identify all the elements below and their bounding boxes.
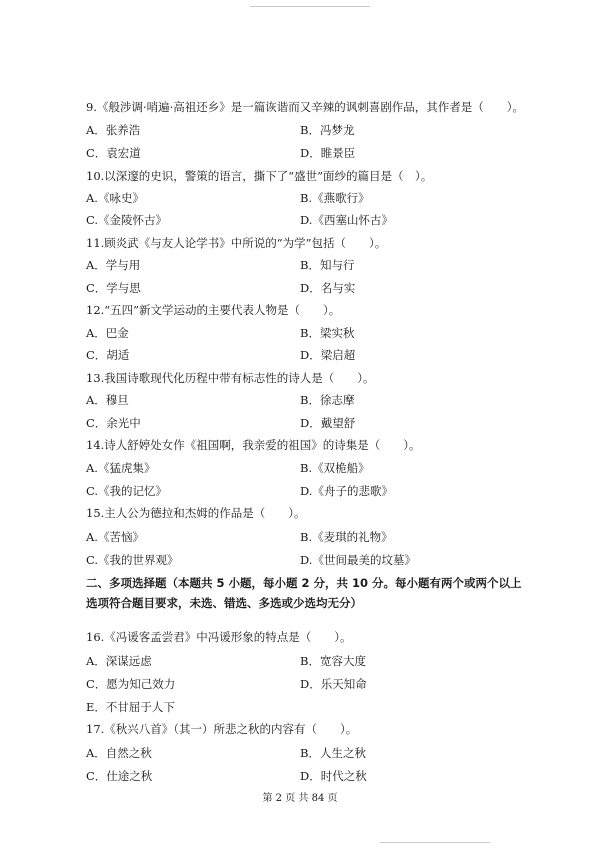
question-stem: 以深邃的史识，警策的语言，撕下了“盛世”面纱的篇目是（ ）。 bbox=[104, 169, 433, 183]
option-d: D．戴望舒 bbox=[300, 416, 356, 430]
option-b: B．梁实秋 bbox=[300, 326, 355, 340]
option-c: C．学与思 bbox=[86, 281, 141, 295]
option-b: B.《麦琪的礼物》 bbox=[300, 530, 393, 544]
option-e: E．不甘屈于人下 bbox=[86, 700, 175, 714]
question-number: 11. bbox=[86, 236, 105, 250]
question-stem: 我国诗歌现代化历程中带有标志性的诗人是（ ）。 bbox=[104, 371, 375, 385]
question-15 bbox=[86, 506, 306, 520]
option-b: B．冯梦龙 bbox=[300, 123, 355, 137]
option-a: A.《猛虎集》 bbox=[86, 461, 156, 475]
option-c: C．余光中 bbox=[86, 416, 141, 430]
option-b: B.《燕歌行》 bbox=[300, 191, 370, 205]
question-11 bbox=[86, 236, 386, 250]
question-12 bbox=[86, 303, 340, 317]
question-stem: 主人公为德拉和杰姆的作品是（ ）。 bbox=[104, 506, 306, 520]
option-c: C．仕途之秋 bbox=[86, 769, 153, 783]
option-b: B．徐志摩 bbox=[300, 393, 355, 407]
option-b: B．人生之秋 bbox=[300, 746, 366, 760]
question-stem: 顾炎武《与友人论学书》中所说的“为学”包括（ ）。 bbox=[104, 236, 387, 250]
question-14 bbox=[86, 438, 421, 452]
option-a: A．穆旦 bbox=[86, 393, 129, 407]
question-number: 10. bbox=[86, 169, 105, 183]
question-number: 14. bbox=[86, 438, 105, 452]
scan-artifact-top bbox=[250, 6, 370, 7]
question-number: 13. bbox=[86, 371, 105, 385]
question-number: 15. bbox=[86, 506, 105, 520]
question-number: 17. bbox=[86, 722, 105, 736]
question-number: 12. bbox=[86, 303, 105, 317]
question-stem: 《冯谖客孟尝君》中冯谖形象的特点是（ ）。 bbox=[104, 630, 352, 644]
section-heading-multiple-choice: 二、多项选择题（本题共 5 小题，每小题 2 分，共 10 分。每小题有两个或两个以上选项符合题目要求，未选、错选、多选或少选均无分） bbox=[86, 576, 522, 610]
option-c: C.《金陵怀古》 bbox=[86, 213, 168, 227]
question-number: 9. bbox=[86, 100, 97, 114]
option-d: D．时代之秋 bbox=[300, 769, 367, 783]
option-c: C．愿为知己效力 bbox=[86, 677, 176, 691]
option-d: D．名与实 bbox=[300, 281, 356, 295]
option-d: D.《世间最美的坟墓》 bbox=[300, 553, 416, 567]
option-b: B．知与行 bbox=[300, 258, 355, 272]
question-stem: 诗人舒婷处女作《祖国啊，我亲爱的祖国》的诗集是（ ）。 bbox=[104, 438, 421, 452]
scan-artifact-bottom bbox=[380, 842, 490, 843]
question-number: 16. bbox=[86, 630, 105, 644]
option-c: C．胡适 bbox=[86, 348, 130, 362]
question-9 bbox=[86, 100, 524, 114]
question-stem: “五四”新文学运动的主要代表人物是（ ）。 bbox=[104, 303, 341, 317]
option-c: C.《我的世界观》 bbox=[86, 553, 179, 567]
option-b: B.《双桅船》 bbox=[300, 461, 370, 475]
option-d: D.《舟子的悲歌》 bbox=[300, 484, 393, 498]
option-a: A．张养浩 bbox=[86, 123, 141, 137]
question-10 bbox=[86, 169, 432, 183]
question-stem: 《般涉调·哨遍·高祖还乡》是一篇诙谐而又辛辣的讽刺喜剧作品，其作者是（ ）。 bbox=[96, 100, 525, 114]
question-17 bbox=[86, 722, 357, 736]
option-a: A．巴金 bbox=[86, 326, 129, 340]
option-c: C．袁宏道 bbox=[86, 146, 141, 160]
option-a: A．深谋远虑 bbox=[86, 654, 152, 668]
option-b: B．宽容大度 bbox=[300, 654, 366, 668]
option-a: A．自然之秋 bbox=[86, 746, 152, 760]
option-d: D.《西塞山怀古》 bbox=[300, 213, 393, 227]
page-number-footer: 第 2 页 共 84 页 bbox=[262, 793, 338, 804]
question-stem: 《秋兴八首》（其一）所悲之秋的内容有（ ）。 bbox=[104, 722, 358, 736]
option-c: C.《我的记忆》 bbox=[86, 484, 168, 498]
option-a: A.《苦恼》 bbox=[86, 530, 144, 544]
question-13 bbox=[86, 371, 375, 385]
question-16 bbox=[86, 630, 352, 644]
option-a: A.《咏史》 bbox=[86, 191, 144, 205]
option-d: D．睢景臣 bbox=[300, 146, 356, 160]
option-d: D．梁启超 bbox=[300, 348, 356, 362]
option-a: A．学与用 bbox=[86, 258, 141, 272]
option-d: D．乐天知命 bbox=[300, 677, 367, 691]
